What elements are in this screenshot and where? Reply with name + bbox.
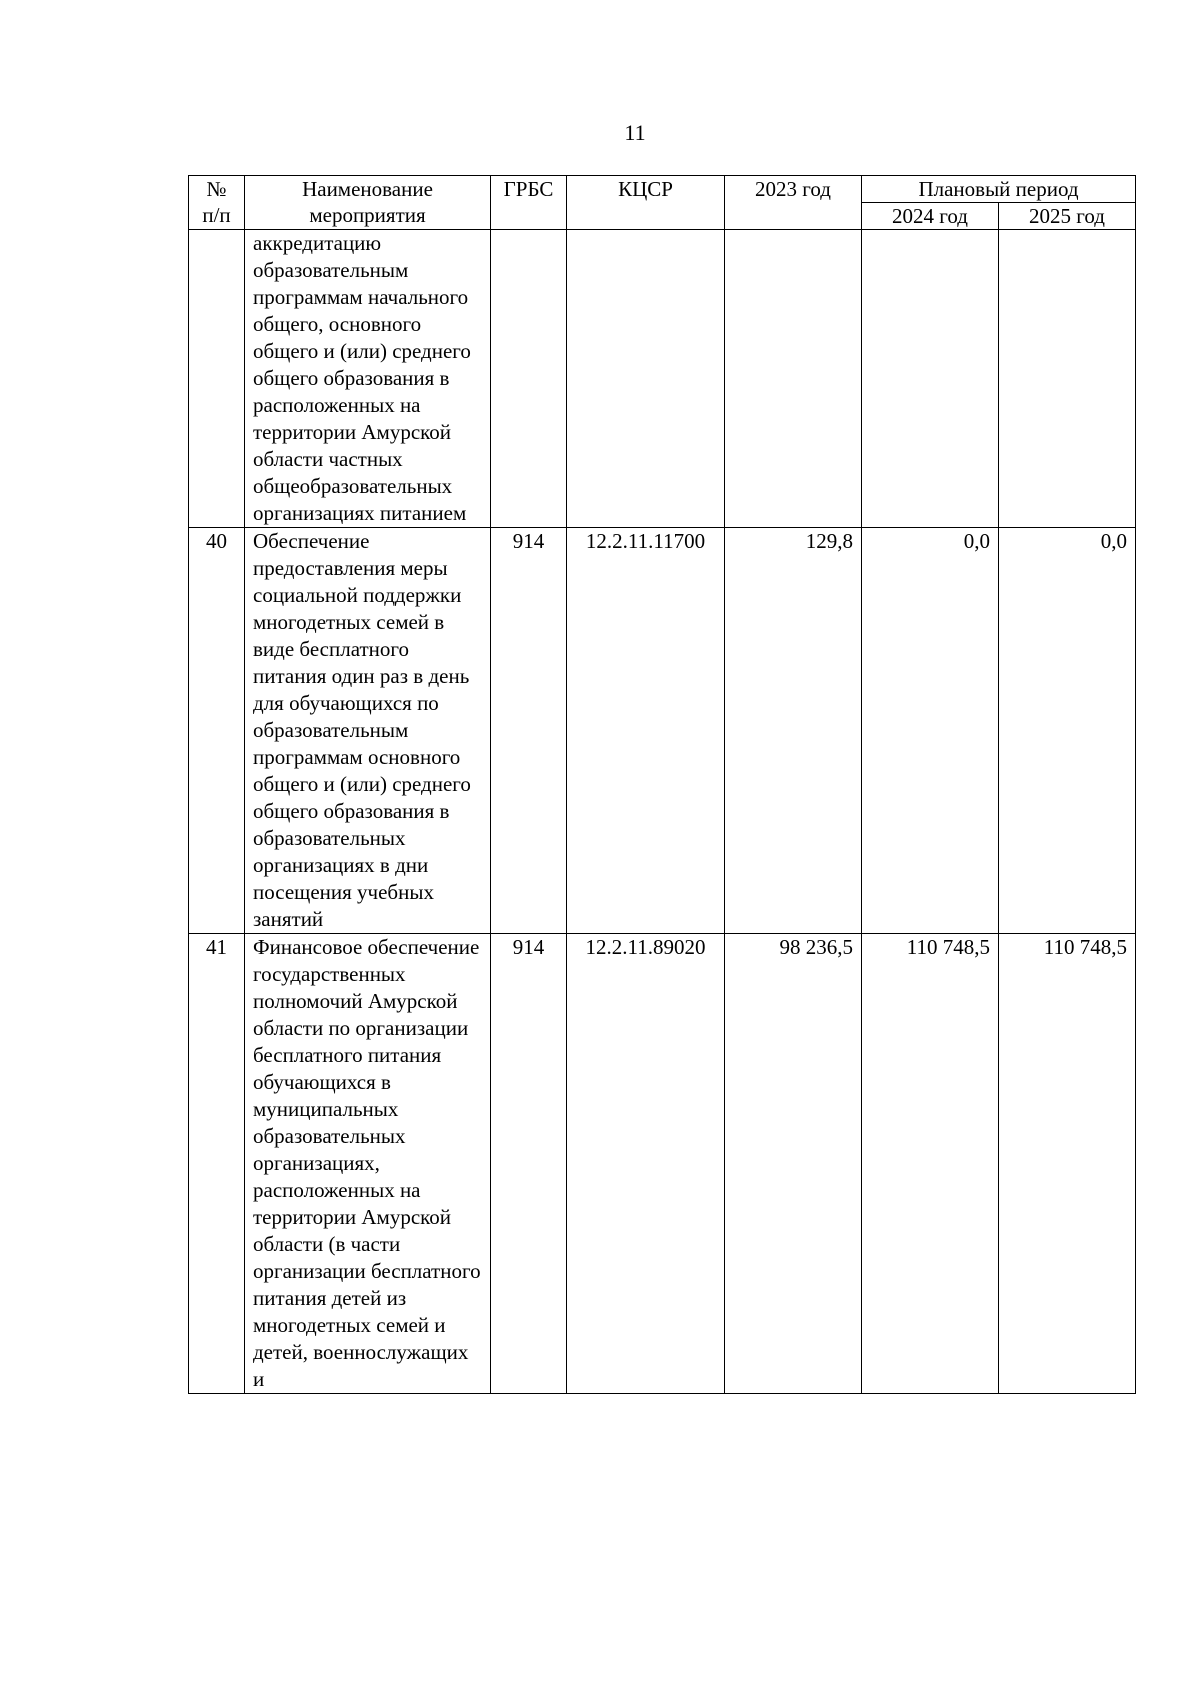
header-2024: 2024 год: [862, 203, 999, 230]
cell-2023: [725, 230, 862, 528]
cell-name: Финансовое обеспечение государственных полномочий Амурской области по организации бесплатного питания обучающихся в муниципальных образовательных организациях, расположенных на территории Амурской области (в части организации бесплатного питания детей из многодетных семей и детей, военнослужащих и: [245, 934, 491, 1394]
budget-table: [188, 175, 1136, 1394]
cell-2023: 129,8: [725, 528, 862, 934]
cell-name: Обеспечение предоставления меры социальной поддержки многодетных семей в виде бесплатного питания один раз в день для обучающихся по образовательным программам основного общего и (или) среднего общего образования в образовательных организациях в дни посещения учебных занятий: [245, 528, 491, 934]
table-row: [189, 934, 1136, 1394]
header-2025: 2025 год: [999, 203, 1136, 230]
cell-num: [189, 230, 245, 528]
cell-2023: 98 236,5: [725, 934, 862, 1394]
page-number: 11: [624, 120, 646, 145]
cell-2025: 0,0: [999, 528, 1136, 934]
header-plan-period: Плановый период: [862, 176, 1136, 203]
header-name: Наименование мероприятия: [245, 176, 491, 230]
table-row: [189, 528, 1136, 934]
cell-2024: 0,0: [862, 528, 999, 934]
cell-grbs: [491, 230, 567, 528]
cell-grbs: 914: [491, 934, 567, 1394]
header-kcsr: КЦСР: [567, 176, 725, 230]
cell-2025: [999, 230, 1136, 528]
header-2023: 2023 год: [725, 176, 862, 230]
cell-kcsr: 12.2.11.11700: [567, 528, 725, 934]
cell-2024: [862, 230, 999, 528]
cell-num: 40: [189, 528, 245, 934]
cell-kcsr: 12.2.11.89020: [567, 934, 725, 1394]
table-row: [189, 230, 1136, 528]
cell-2025: 110 748,5: [999, 934, 1136, 1394]
header-num: № п/п: [189, 176, 245, 230]
cell-name: аккредитацию образовательным программам начального общего, основного общего и (или) среднего общего образования в расположенных на территории Амурской области частных общеобразовательных организациях питанием: [245, 230, 491, 528]
cell-grbs: 914: [491, 528, 567, 934]
cell-kcsr: [567, 230, 725, 528]
cell-num: 41: [189, 934, 245, 1394]
header-grbs: ГРБС: [491, 176, 567, 230]
cell-2024: 110 748,5: [862, 934, 999, 1394]
